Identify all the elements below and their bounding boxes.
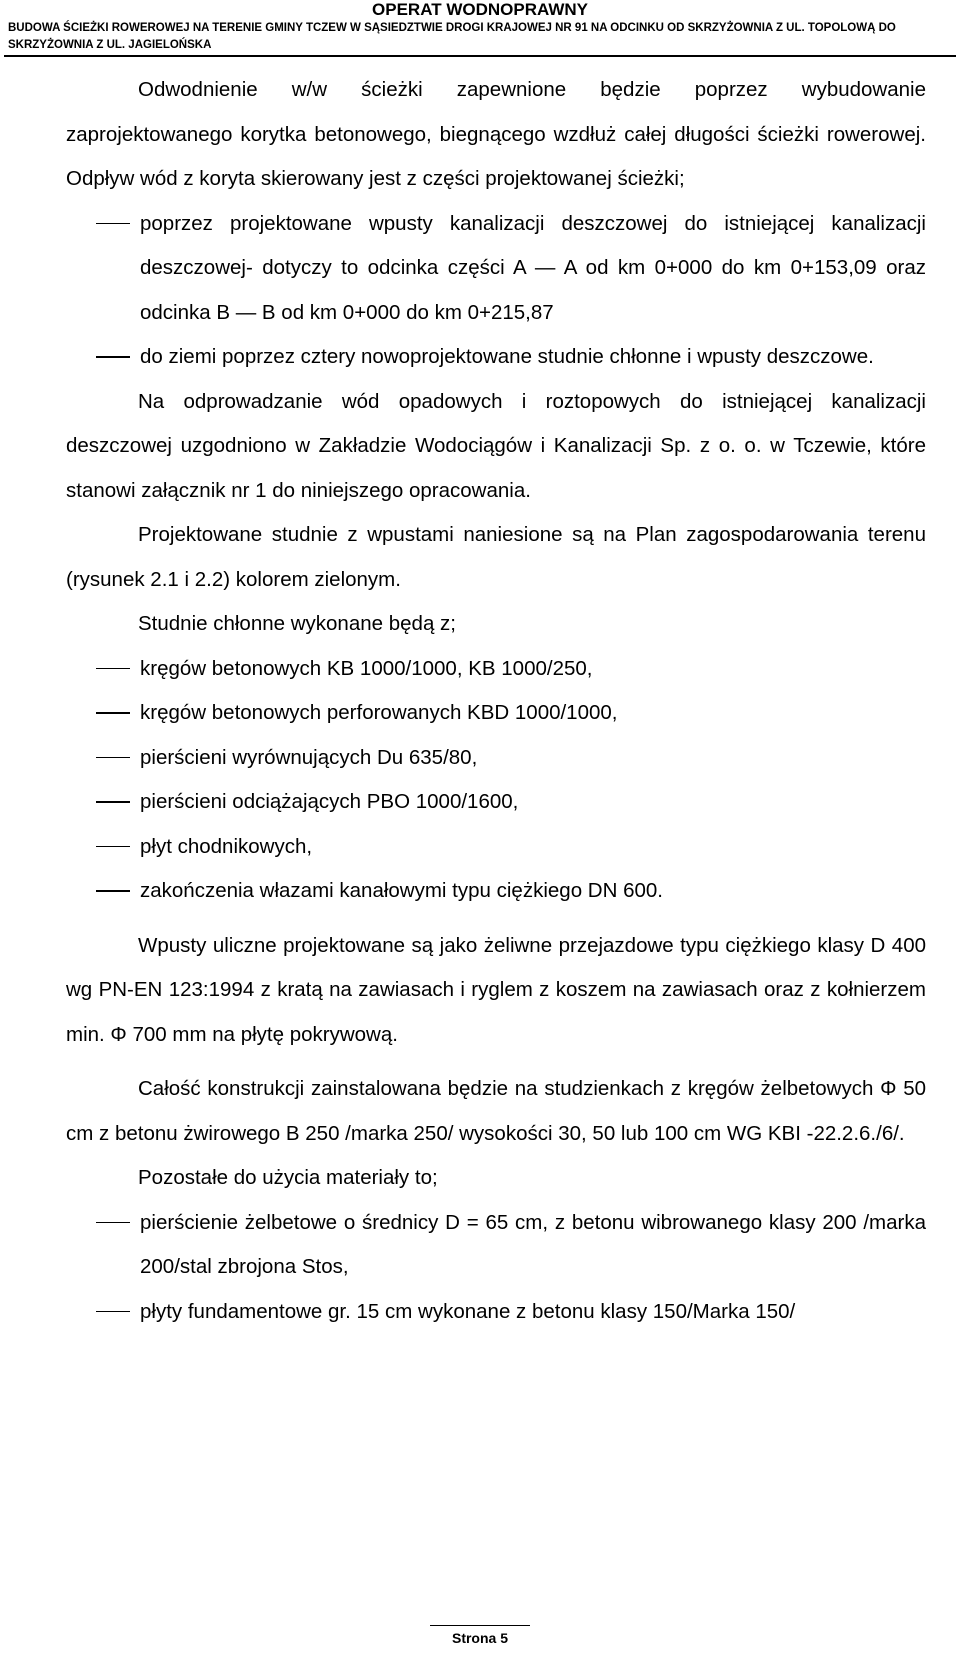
- paragraph-materials-intro: Pozostałe do użycia materiały to;: [138, 1166, 438, 1189]
- page-header: [0, 0, 960, 54]
- paragraph-wells-intro: Studnie chłonne wykonane będą z;: [138, 612, 456, 635]
- dash-bullet-icon: [96, 712, 130, 714]
- paragraph-construction: Całość konstrukcji zainstalowana będzie na studzienkach z kręgów żelbetowych Φ 50 cm z betonu żwirowego B 250 /marka 250/ wysokości 30, 50 lub 100 cm WG KBI -22.2.6./6/.: [66, 1077, 926, 1145]
- list-item: poprzez projektowane wpusty kanalizacji deszczowej do istniejącej kanalizacji deszczowej- dotyczy to odcinka części A — A od km 0+000 do km 0+153,09 oraz odcinka B — B od km 0+000 do km 0+215,87: [66, 202, 926, 336]
- list-item: płyty fundamentowe gr. 15 cm wykonane z betonu klasy 150/Marka 150/: [66, 1290, 926, 1335]
- document-title: OPERAT WODNOPRAWNY: [372, 0, 588, 19]
- dash-bullet-icon: [96, 757, 130, 759]
- dash-bullet-icon: [96, 223, 130, 225]
- footer-divider: [430, 1625, 530, 1626]
- list-item: pierścieni odciążających PBO 1000/1600,: [66, 780, 926, 825]
- paragraph-plan: Projektowane studnie z wpustami naniesione są na Plan zagospodarowania terenu (rysunek 2.1 i 2.2) kolorem zielonym.: [66, 523, 926, 591]
- header-divider: [4, 55, 956, 57]
- document-subtitle: BUDOWA ŚCIEŻKI ROWEROWEJ NA TERENIE GMINY TCZEW W SĄSIEDZTWIE DROGI KRAJOWEJ NR 91 NA ODCINKU OD SKRZYŻOWNIA Z UL. TOPOLOWĄ DO SKRZYŻOWNIA Z UL. JAGIELOŃSKA: [8, 22, 896, 51]
- spacer: [66, 914, 926, 924]
- document-body: [66, 68, 926, 1334]
- list-item: płyt chodnikowych,: [66, 825, 926, 870]
- page-number: Strona 5: [451, 1630, 508, 1646]
- spacer: [66, 1057, 926, 1067]
- list-item: zakończenia włazami kanałowymi typu ciężkiego DN 600.: [66, 869, 926, 914]
- paragraph-drainage-intro: Odwodnienie w/w ścieżki zapewnione będzie poprzez wybudowanie zaprojektowanego korytka betonowego, biegnącego wzdłuż całej długości ścieżki rowerowej. Odpływ wód z koryta skierowany jest z części projektowanej ścieżki;: [66, 78, 926, 190]
- list-item: pierścienie żelbetowe o średnicy D = 65 cm, z betonu wibrowanego klasy 200 /marka 200/stal zbrojona Stos,: [66, 1201, 926, 1290]
- dash-bullet-icon: [96, 356, 130, 358]
- dash-bullet-icon: [96, 890, 130, 892]
- dash-bullet-icon: [96, 1222, 130, 1224]
- dash-bullet-icon: [96, 846, 130, 848]
- dash-bullet-icon: [96, 1311, 130, 1313]
- list-item: kręgów betonowych perforowanych KBD 1000/1000,: [66, 691, 926, 736]
- dash-bullet-icon: [96, 801, 130, 803]
- list-item: do ziemi poprzez cztery nowoprojektowane studnie chłonne i wpusty deszczowe.: [66, 335, 926, 380]
- list-item: pierścieni wyrównujących Du 635/80,: [66, 736, 926, 781]
- list-item: kręgów betonowych KB 1000/1000, KB 1000/250,: [66, 647, 926, 692]
- dash-bullet-icon: [96, 668, 130, 670]
- paragraph-street-inlets: Wpusty uliczne projektowane są jako żeliwne przejazdowe typu ciężkiego klasy D 400 wg PN-EN 123:1994 z kratą na zawiasach i ryglem z koszem na zawiasach oraz z kołnierzem min. Φ 700 mm na płytę pokrywową.: [66, 933, 926, 1046]
- paragraph-agreement: Na odprowadzanie wód opadowych i roztopowych do istniejącej kanalizacji deszczowej uzgodniono w Zakładzie Wodociągów i Kanalizacji Sp. z o. o. w Tczewie, które stanowi załącznik nr 1 do niniejszego opracowania.: [66, 389, 926, 502]
